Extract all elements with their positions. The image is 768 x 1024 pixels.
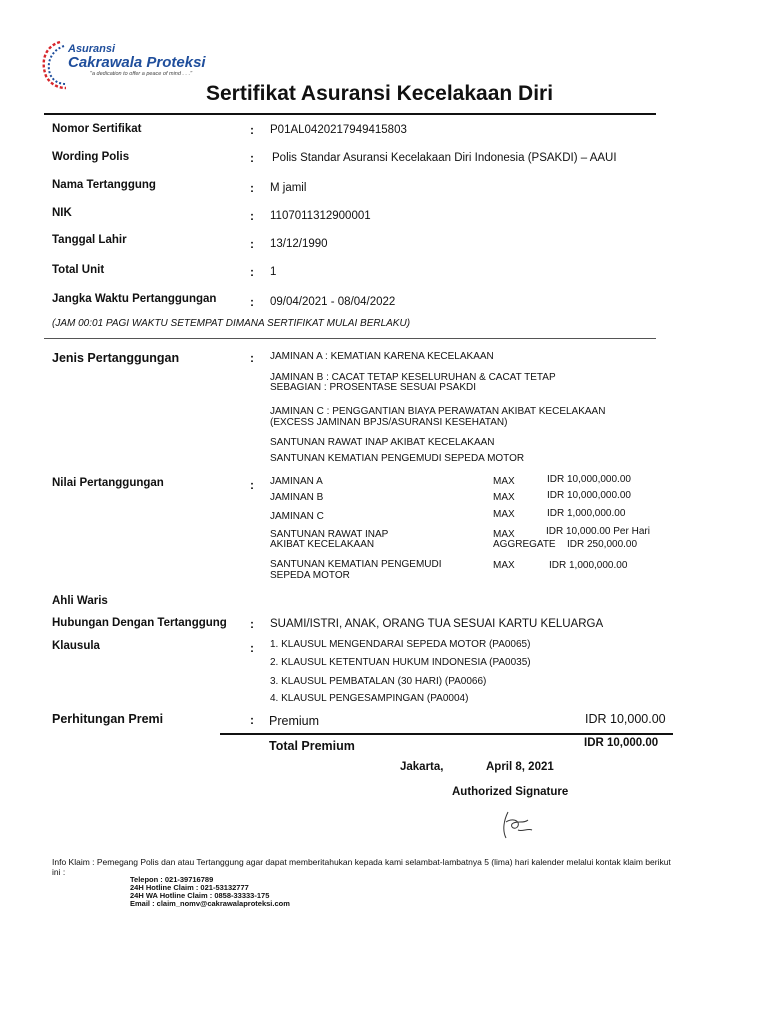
jenis-item: JAMINAN A : KEMATIAN KARENA KECELAKAAN xyxy=(270,351,494,362)
premium-total-divider xyxy=(220,733,673,735)
colon: : xyxy=(250,209,254,223)
nilai-row-name: JAMINAN B xyxy=(270,492,324,503)
jenis-item: SEBAGIAN : PROSENTASE SESUAI PSAKDI xyxy=(270,382,476,393)
colon: : xyxy=(250,478,254,492)
nilai-row-amount: IDR 1,000,000.00 xyxy=(549,560,628,571)
klausula-item: 1. KLAUSUL MENGENDARAI SEPEDA MOTOR (PA0065) xyxy=(270,639,531,650)
logo-text-top: Asuransi xyxy=(68,43,116,55)
colon: : xyxy=(250,713,254,727)
ahli-waris-label: Ahli Waris xyxy=(52,595,108,607)
colon: : xyxy=(250,617,254,631)
colon: : xyxy=(250,237,254,251)
klausula-label: Klausula xyxy=(52,640,100,652)
contact-wa-hotline: 24H WA Hotline Claim : 0858-33333-175 xyxy=(130,891,270,900)
validity-note: (JAM 00:01 PAGI WAKTU SETEMPAT DIMANA SERTIFIKAT MULAI BERLAKU) xyxy=(52,318,411,329)
nilai-pertanggungan-label: Nilai Pertanggungan xyxy=(52,477,164,489)
company-logo-icon xyxy=(38,38,72,90)
jenis-item: JAMINAN B : CACAT TETAP KESELURUHAN & CACAT TETAP xyxy=(270,372,556,383)
hubungan-label: Hubungan Dengan Tertanggung xyxy=(52,617,227,629)
colon: : xyxy=(250,265,254,279)
colon: : xyxy=(250,123,254,137)
nik-label: NIK xyxy=(52,207,72,219)
nilai-row-name: JAMINAN A xyxy=(270,476,323,487)
nilai-row-kind: MAX xyxy=(493,492,515,503)
nama-tertanggung-label: Nama Tertanggung xyxy=(52,179,156,191)
total-premium-label: Total Premium xyxy=(269,739,355,753)
contact-hotline: 24H Hotline Claim : 021-53132777 xyxy=(130,883,249,892)
nilai-row-amount: IDR 10,000.00 Per Hari xyxy=(546,526,650,537)
claim-info-text: Info Klaim : Pemegang Polis dan atau Tertanggung agar dapat memberitahukan kepada kami selambat-lambatnya 5 (lima) hari kalender melalui kontak klaim berikut ini : xyxy=(52,857,671,877)
nilai-row-name: JAMINAN C xyxy=(270,511,324,522)
nilai-row-kind: MAX xyxy=(493,509,515,520)
colon: : xyxy=(250,351,254,365)
nilai-row-amount: IDR 250,000.00 xyxy=(567,539,638,550)
signing-date: April 8, 2021 xyxy=(486,761,554,773)
nik-value: 1107011312900001 xyxy=(270,210,371,222)
jenis-item: SANTUNAN KEMATIAN PENGEMUDI SEPEDA MOTOR xyxy=(270,453,525,464)
nomor-sertifikat-value: P01AL0420217949415803 xyxy=(270,124,407,136)
nilai-row-name: SANTUNAN KEMATIAN PENGEMUDI xyxy=(270,559,442,570)
klausula-item: 2. KLAUSUL KETENTUAN HUKUM INDONESIA (PA0035) xyxy=(270,657,531,668)
nilai-row-kind: MAX xyxy=(493,529,515,540)
signature-icon xyxy=(498,808,538,842)
total-premium-amount: IDR 10,000.00 xyxy=(584,737,659,749)
jangka-waktu-value: 09/04/2021 - 08/04/2022 xyxy=(270,296,396,308)
nilai-row-kind: AGGREGATE xyxy=(493,539,556,550)
klausula-item: 3. KLAUSUL PEMBATALAN (30 HARI) (PA0066) xyxy=(270,676,487,687)
nilai-row-amount: IDR 10,000,000.00 xyxy=(547,474,631,485)
jangka-waktu-label: Jangka Waktu Pertanggungan xyxy=(52,293,217,305)
nilai-row-amount: IDR 1,000,000.00 xyxy=(547,508,626,519)
tanggal-lahir-label: Tanggal Lahir xyxy=(52,234,127,246)
nilai-row-name: SEPEDA MOTOR xyxy=(270,570,350,581)
total-unit-label: Total Unit xyxy=(52,264,105,276)
nilai-row-name: AKIBAT KECELAKAAN xyxy=(270,539,375,550)
colon: : xyxy=(250,295,254,309)
authorized-signature-label: Authorized Signature xyxy=(452,786,569,798)
jenis-item: (EXCESS JAMINAN BPJS/ASURANSI KESEHATAN) xyxy=(270,417,508,428)
jenis-item: SANTUNAN RAWAT INAP AKIBAT KECELAKAAN xyxy=(270,437,495,448)
perhitungan-premi-label: Perhitungan Premi xyxy=(52,712,164,726)
klausula-item: 4. KLAUSUL PENGESAMPINGAN (PA0004) xyxy=(270,693,469,704)
nomor-sertifikat-label: Nomor Sertifikat xyxy=(52,123,142,135)
nilai-row-kind: MAX xyxy=(493,476,515,487)
contact-email: Email : claim_nomv@cakrawalaproteksi.com xyxy=(130,899,290,908)
colon: : xyxy=(250,151,254,165)
contact-telepon: Telepon : 021-39716789 xyxy=(130,875,214,884)
premium-amount: IDR 10,000.00 xyxy=(585,712,666,726)
hubungan-value: SUAMI/ISTRI, ANAK, ORANG TUA SESUAI KARTU KELUARGA xyxy=(270,618,604,630)
nilai-row-kind: MAX xyxy=(493,560,515,571)
jenis-pertanggungan-label: Jenis Pertanggungan xyxy=(52,351,180,365)
wording-polis-label: Wording Polis xyxy=(52,151,130,163)
section-divider xyxy=(44,338,656,339)
tanggal-lahir-value: 13/12/1990 xyxy=(270,238,328,250)
premium-label: Premium xyxy=(269,714,320,728)
nilai-row-amount: IDR 10,000,000.00 xyxy=(547,490,631,501)
page-title: Sertifikat Asuransi Kecelakaan Diri xyxy=(206,82,554,105)
signing-place: Jakarta, xyxy=(400,761,444,773)
logo-text-main: Cakrawala Proteksi xyxy=(68,54,206,71)
nama-tertanggung-value: M jamil xyxy=(270,182,307,194)
nilai-row-name: SANTUNAN RAWAT INAP xyxy=(270,529,389,540)
colon: : xyxy=(250,181,254,195)
title-divider xyxy=(44,113,656,115)
logo-tagline: "a dedication to offer a peace of mind . . ." xyxy=(90,71,193,77)
total-unit-value: 1 xyxy=(270,266,277,278)
jenis-item: JAMINAN C : PENGGANTIAN BIAYA PERAWATAN AKIBAT KECELAKAAN xyxy=(270,406,606,417)
colon: : xyxy=(250,641,254,655)
wording-polis-value: Polis Standar Asuransi Kecelakaan Diri Indonesia (PSAKDI) – AAUI xyxy=(272,152,617,164)
